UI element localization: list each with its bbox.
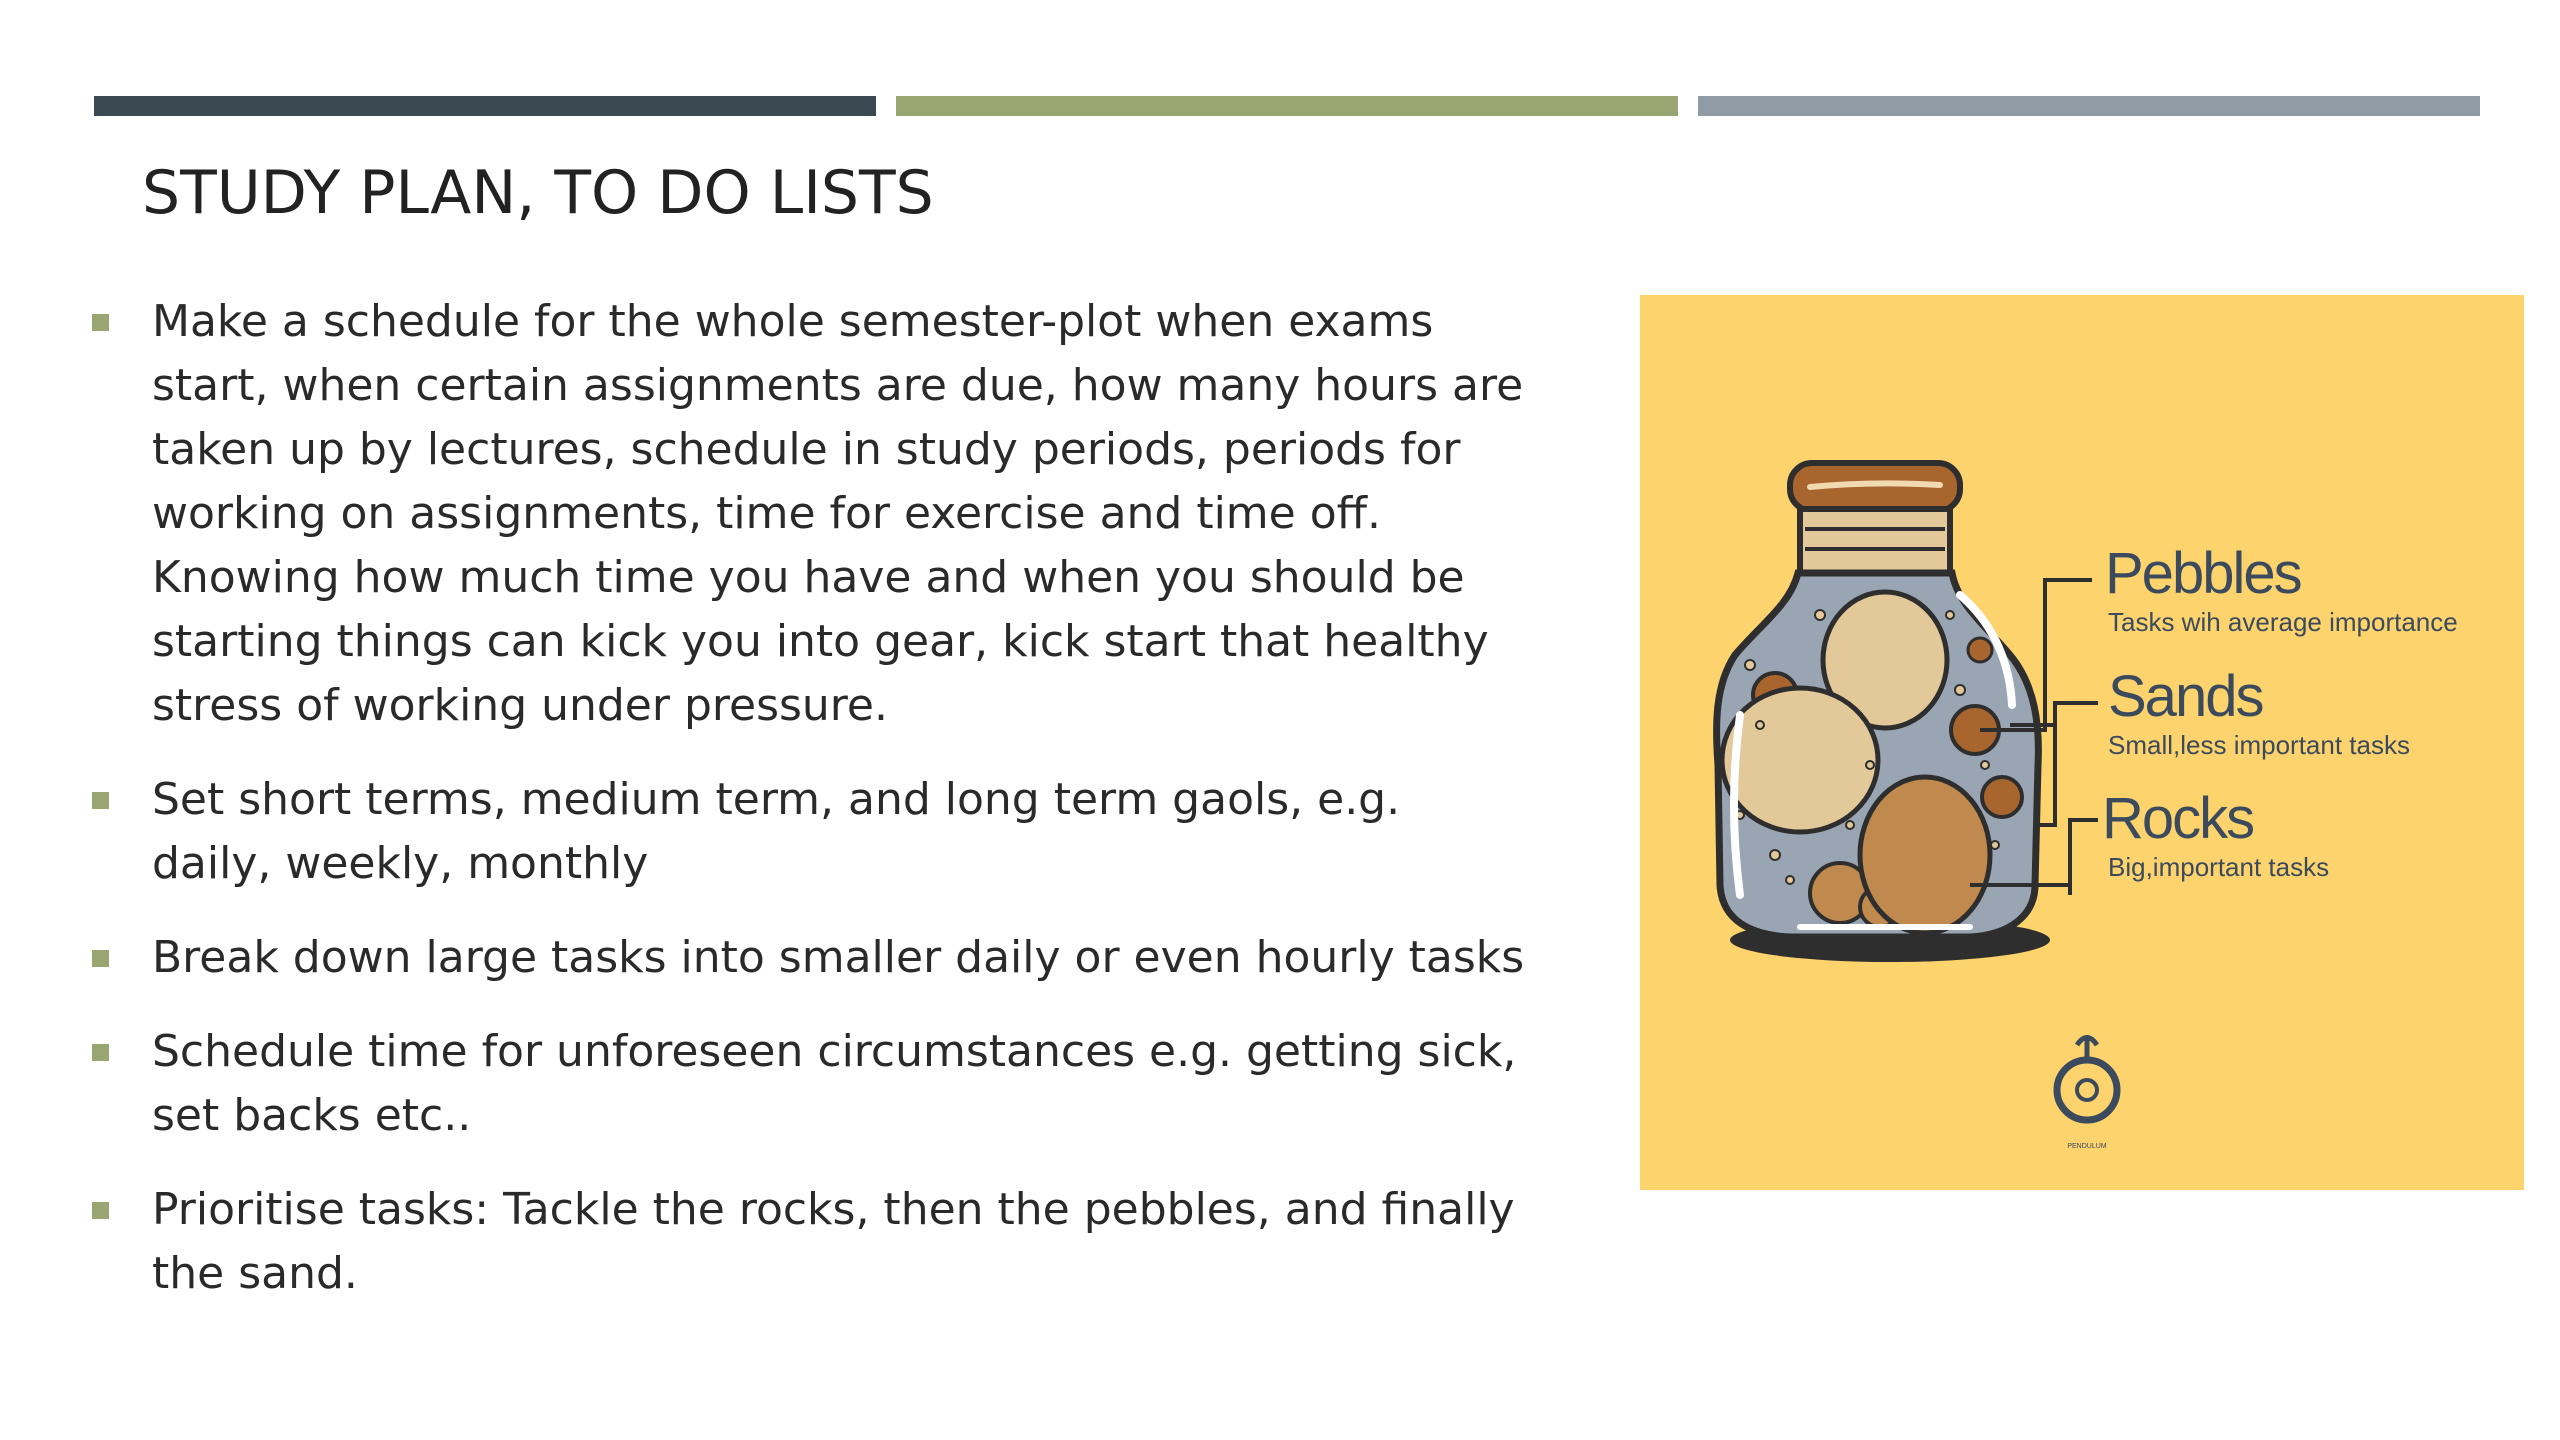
header-bar-gray [1698,96,2480,116]
sands-sublabel: Small,less important tasks [2108,730,2410,760]
slide-title: STUDY PLAN, TO DO LISTS [142,158,934,228]
square-bullet-icon [92,1202,109,1219]
rocks-sublabel: Big,important tasks [2108,852,2330,882]
pebbles-label: Pebbles [2105,541,2301,606]
pebble [1982,777,2022,817]
rocks-label: Rocks [2102,786,2254,851]
lid-highlight [1810,483,1940,487]
bullet-item [88,926,1528,990]
square-bullet-icon [92,1044,109,1061]
header-bar-dark [94,96,876,116]
bullet-list [88,290,1528,1336]
rock [1722,688,1878,832]
jar-neck [1800,509,1950,573]
bullet-text: Schedule time for unforeseen circumstances e.g. getting sick, set backs etc.. [152,1026,1517,1141]
pebble [1968,638,1992,662]
square-bullet-icon [92,950,109,967]
bullet-item [88,1020,1528,1148]
brand-text: PENDULUM [2067,1143,2107,1150]
bullet-text: Make a schedule for the whole semester-plot when exams start, when certain assignments are due, how many hours are taken up by lectures, schedule in study periods, periods for working on assignments, time for exercise and time off. Knowing how much time you have and when you should be starting things can kick you into gear, kick start that healthy stress of working under pressure. [152,296,1524,731]
bullet-text: Prioritise tasks: Tackle the rocks, then the pebbles, and finally the sand. [152,1184,1515,1299]
square-bullet-icon [92,792,109,809]
bullet-item [88,1178,1528,1306]
sands-label: Sands [2108,664,2263,729]
jar-illustration [1640,295,2524,1190]
bullet-text: Set short terms, medium term, and long term gaols, e.g. daily, weekly, monthly [152,774,1401,889]
rock [1860,777,1990,933]
header-bar-olive [896,96,1678,116]
pendulum-logo-icon [2057,1038,2117,1121]
bullet-item [88,290,1528,738]
square-bullet-icon [92,314,109,331]
bullet-item [88,768,1528,896]
bullet-text: Break down large tasks into smaller daily or even hourly tasks [152,932,1525,983]
pebbles-sublabel: Tasks wih average importance [2108,607,2458,637]
